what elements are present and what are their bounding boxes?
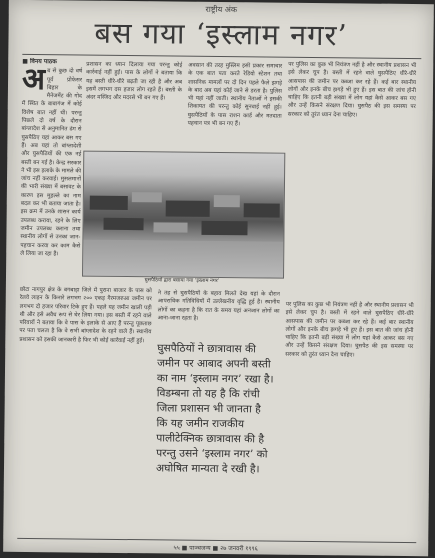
drop-cap: अ — [21, 62, 46, 98]
article-column-3 — [286, 61, 416, 298]
column-3-text: पर पुलिस का कुछ भी नियंत्रण नहीं है और स्थानीय प्रशासन भी इसे लेकर चुप है। बस्ती में रहने वाले घुसपैठिए धीरे-धीरे आसपास की जमीन पर कब्जा कर रहे हैं। कई बार स्थानीय लोगों और इनके बीच झगड़े भी हुए हैं। इस बात की जांच होनी चाहिए कि इतनी बड़ी संख्या में लोग यहां कैसे आकर बस गए और उन्हें किसने संरक्षण दिया। घुसपैठ की इस समस्या पर सरकार को तुरंत ध्यान देना चाहिए। — [287, 61, 417, 119]
article-column-1 — [20, 58, 82, 281]
settlement-photo — [82, 151, 285, 279]
column-mid-text-2: अवसान की तरह मुस्लिम इसी प्रकार समाचार के एक बात पता करते रेडियो स्टेशन तथा शासनिक मामलों पर दो दिन पहले फैले झगड़े के बाद अब यहां कोई जाने से डरता है। पुलिस भी यहां नहीं जाती। स्थानीय नेताओं ने इसकी शिकायत की परन्तु कोई सुनवाई नहीं हुई। घुसपैठियों के पास राशन कार्ड और मतदाता पहचान पत्र भी बन गए हैं। — [187, 62, 283, 128]
column-4-text: पर पुलिस का कुछ भी नियंत्रण नहीं है और स्थानीय प्रशासन भी इसे लेकर चुप है। बस्ती में रहने वाले घुसपैठिए धीरे-धीरे आसपास की जमीन पर कब्जा कर रहे हैं। कई बार स्थानीय लोगों और इनके बीच झगड़े भी हुए हैं। इस बात की जांच होनी चाहिए कि इतनी बड़ी संख्या में लोग यहां कैसे आकर बस गए और उन्हें किसने संरक्षण दिया। घुसपैठ की इस समस्या पर सरकार को तुरंत ध्यान देना चाहिए। — [285, 301, 414, 359]
newspaper-page — [3, 0, 434, 556]
headline: बस गया ‘इस्लाम नगर’ — [94, 15, 348, 53]
article-column-lower-mid — [157, 289, 279, 336]
column-mid-text: प्रशासन का ध्यान दिलाया गया परन्तु कोई कार्रवाई नहीं हुई। पास के लोगों ने बताया कि यह बस्ती धीरे-धीरे बढ़ती जा रही है और अब इसमें लगभग दस हजार लोग रहते हैं। बस्ती के अंदर मस्जिद और मदरसे भी बन गए हैं। — [85, 61, 183, 102]
article-column-lower-left — [17, 286, 152, 539]
page-footer: ५५ ■ पाञ्चजन्य ■ २७ जनवरी १९९६ — [173, 544, 258, 553]
pull-quote: घुसपैठियों ने छात्रावास की जमीन पर आबाद अपनी बस्ती का नाम ‘इस्लाम नगर’ रखा है। विडम्बना तो यह है कि रांची जिला प्रशासन भी जानता है कि यह जमीन राजकीय पालीटेक्निक छात्रावास की है परन्तु उसने ‘इस्लाम नगर’ को अघोषित मान्यता दे रखी है। — [155, 342, 274, 476]
article-column-2b — [187, 62, 282, 149]
article-column-2a — [85, 61, 182, 148]
running-head: राष्ट्रीय अंक — [205, 4, 238, 15]
article-column-lower-right — [283, 301, 413, 538]
column-lower-text: ने तह से घुसपैठियों के बहाव मिलते देख यहां के दौरान आपराधिक गतिविधियों में उल्लेखनीय वृद्धि हुई है। स्थानीय लोगों का कहना है कि रात के समय यहां अनजान लोगों का आना-जाना रहता है। — [157, 290, 280, 322]
photo-caption: घुसपैठियों द्वारा बसाया गया ‘इस्लाम नगर’ — [144, 277, 220, 285]
column-2-text: छोटा नागपुर क्षेत्र के बगबाड़ा जिले में पुराना बाजार के पास को रेलवे लाइन के किनारे लगभग २०० एकड़ गैरमजरुआ जमीन पर लगभग दो हजार परिवार टिके हुए हैं। पहले यह जमीन खाली पड़ी थी और इसे अवैध रूप से घेर लिया गया। इस बस्ती में रहने वाले परिवारों ने बताया कि वे पास के इलाके से आए हैं परन्तु पूछताछ पर पता चलता है कि वे सभी बांग्लादेश के रहने वाले हैं। स्थानीय प्रशासन को इसकी जानकारी है फिर भी कोई कार्रवाई नहीं हुई। — [19, 286, 152, 345]
column-1-text: ब से कुछ दो वर्ष पूर्व प्रोफेसर बिहार के मैनेजमेंट की गोद में स्थित के बाबागंज में कोई विशेष बात नहीं थी। परन्तु पिछले दो वर्ष के दौरान बांग्लादेश से अनुमानित ढंग से घुसपैठिए यहां आकर बस गए हैं। अब यहां तो बांग्लादेशी और घुसपैठियों की एक नई बस्ती बन गई है। केन्द्र सरकार ने भी इस इलाके के मामले की जांच नहीं करवाई। मुसलमानों की भारी संख्या में बसावट के कारण इस मुहल्ले का नाम बदल कर भी बताया जाता है। इस क्रम में उनके शासन कार्य उपलब्ध कराया, रहने के लिए जमीन उपलब्ध कराना तथा स्थानीय लोगों से उनका जान-पहचान करवा कर काम कैसे ले लिया जा रहा है। — [20, 68, 83, 258]
byline: ■ विनय पाठक — [22, 57, 57, 66]
